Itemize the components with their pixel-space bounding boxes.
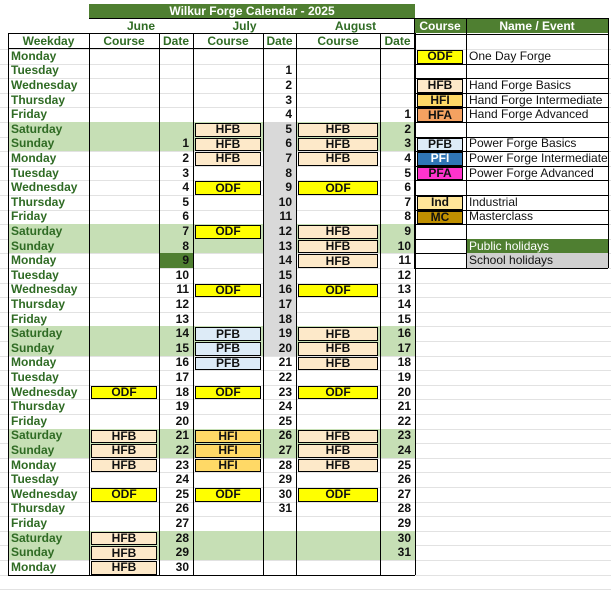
july-date-cell: 25: [278, 414, 292, 428]
weekday-label: Wednesday: [11, 180, 78, 195]
gridline: [0, 472, 611, 473]
calendar-title: Wilkur Forge Calendar - 2025: [89, 4, 415, 18]
july-date-cell: 9: [263, 180, 296, 195]
june-date-cell: 3: [182, 165, 189, 180]
header-weekday: Weekday: [22, 34, 75, 48]
legend-name: School holidays: [466, 253, 608, 268]
july-course-cell: ODF: [195, 386, 261, 400]
june-date-cell: 1: [182, 136, 189, 151]
weekday-label: Thursday: [11, 501, 66, 516]
table-border: [414, 34, 608, 35]
august-date-cell: 14: [397, 297, 411, 311]
table-border: [159, 33, 160, 575]
july-course-cell: HFI: [195, 430, 261, 444]
july-date-cell: [263, 560, 296, 575]
weekday-label: Sunday: [8, 341, 89, 356]
month-header-0: June: [126, 19, 155, 33]
july-course-cell: PFB: [195, 342, 261, 356]
june-date-cell: 15: [175, 341, 189, 355]
july-date-cell: 3: [285, 92, 292, 107]
header-course: Course: [207, 34, 249, 48]
table-border: [8, 33, 415, 34]
august-date-cell: [380, 64, 415, 79]
weekday-label: Saturday: [8, 326, 89, 341]
june-date-cell: 5: [182, 195, 189, 209]
july-date-cell: [263, 531, 296, 546]
july-course-cell: ODF: [195, 225, 261, 239]
august-course-cell: HFB: [298, 138, 378, 152]
july-date-cell: 4: [285, 107, 292, 122]
legend-code: PFB: [417, 138, 463, 152]
august-date-cell: 31: [397, 545, 411, 560]
july-date-cell: 1: [285, 63, 292, 78]
july-date-cell: 2: [285, 78, 292, 92]
august-date-cell: 18: [397, 355, 411, 370]
july-date-cell: 20: [263, 341, 296, 356]
weekday-label: Friday: [11, 209, 48, 224]
august-course-cell: ODF: [298, 488, 378, 502]
june-date-cell: 16: [175, 355, 189, 370]
june-course-cell: ODF: [91, 386, 157, 400]
july-course-cell: ODF: [195, 181, 261, 195]
weekday-label: Wednesday: [11, 282, 78, 297]
weekday-label: Monday: [11, 49, 57, 63]
july-date-cell: 5: [263, 122, 296, 137]
august-course-cell: HFB: [298, 152, 378, 166]
weekday-label: Tuesday: [11, 268, 59, 282]
legend-header-course: Course: [414, 19, 466, 33]
july-course-cell: HFI: [195, 459, 261, 473]
august-course-cell: HFB: [298, 327, 378, 341]
july-date-cell: 21: [278, 355, 292, 370]
july-date-cell: 22: [278, 370, 292, 384]
june-course-cell: HFB: [91, 444, 157, 458]
june-date-cell: 23: [175, 457, 189, 472]
june-date-cell: 6: [182, 209, 189, 224]
legend-name: Masterclass: [469, 209, 534, 224]
weekday-label: Thursday: [11, 297, 66, 311]
august-date-cell: 13: [397, 282, 411, 297]
weekday-label: Monday: [11, 355, 57, 370]
july-course-cell: PFB: [195, 357, 261, 371]
august-course-cell: HFB: [298, 444, 378, 458]
june-date-cell: 19: [175, 399, 189, 414]
july-course-cell: HFB: [195, 152, 261, 166]
gridline: [0, 399, 611, 400]
table-border: [380, 33, 381, 575]
weekday-label: Saturday: [8, 224, 89, 239]
table-border: [608, 18, 609, 268]
weekday-label: Friday: [11, 311, 48, 326]
august-date-cell: [380, 560, 415, 575]
legend-name: Power Forge Basics: [469, 136, 577, 151]
table-border: [414, 18, 608, 19]
august-course-cell: HFB: [298, 459, 378, 473]
june-date-cell: 26: [175, 501, 189, 516]
june-date-cell: 20: [175, 414, 189, 428]
august-date-cell: 21: [397, 399, 411, 414]
august-date-cell: 26: [397, 472, 411, 487]
weekday-label: Wednesday: [11, 78, 78, 92]
table-border: [8, 575, 415, 576]
weekday-label: Saturday: [8, 122, 89, 137]
weekday-label: Sunday: [8, 545, 89, 560]
header-course: Course: [103, 34, 145, 48]
july-course-cell: ODF: [195, 488, 261, 502]
legend-name: [466, 180, 608, 195]
table-border: [415, 33, 416, 575]
june-course-cell: HFB: [91, 546, 157, 560]
june-date-cell: [159, 78, 193, 93]
june-date-cell: 30: [175, 560, 189, 574]
legend-name: Power Forge Advanced: [469, 165, 594, 180]
july-course-cell: HFB: [195, 138, 261, 152]
august-course-cell: ODF: [298, 386, 378, 400]
august-date-cell: 19: [397, 370, 411, 384]
june-date-cell: [159, 107, 193, 122]
august-date-cell: 20: [397, 384, 411, 399]
legend-code: HFA: [417, 108, 463, 122]
june-date-cell: 4: [182, 180, 189, 195]
august-date-cell: 7: [404, 195, 411, 209]
legend-code: Ind: [417, 196, 463, 210]
august-date-cell: 5: [404, 165, 411, 180]
gridline: [0, 370, 611, 371]
legend-name: Public holidays: [466, 239, 608, 254]
august-date-cell: 16: [397, 326, 411, 341]
june-date-cell: [159, 93, 193, 108]
august-date-cell: 8: [404, 209, 411, 224]
legend-name: [466, 224, 608, 239]
legend-name: Power Forge Intermediate: [469, 151, 608, 165]
july-date-cell: 28: [278, 457, 292, 472]
june-date-cell: 13: [175, 311, 189, 326]
weekday-label: Monday: [11, 457, 57, 472]
table-border: [8, 48, 415, 49]
weekday-label: Tuesday: [11, 472, 59, 487]
weekday-label: Friday: [11, 414, 48, 428]
gridline: [0, 297, 611, 298]
july-date-cell: 19: [263, 326, 296, 341]
table-border: [193, 33, 194, 575]
july-date-cell: 31: [278, 501, 292, 516]
weekday-label: Sunday: [8, 137, 89, 152]
august-date-cell: 28: [397, 501, 411, 516]
june-date-cell: 27: [175, 516, 189, 530]
legend-code: HFI: [417, 94, 463, 108]
july-date-cell: 23: [278, 384, 292, 399]
august-date-cell: 30: [397, 530, 411, 545]
july-date-cell: 24: [278, 399, 292, 414]
june-course-cell: ODF: [91, 488, 157, 502]
table-border: [296, 33, 297, 575]
july-date-cell: [263, 49, 296, 64]
august-course-cell: HFB: [298, 357, 378, 371]
june-date-cell: 21: [175, 428, 189, 443]
legend-code: HFB: [417, 79, 463, 93]
august-course-cell: ODF: [298, 181, 378, 195]
legend-name: [466, 64, 608, 79]
weekday-label: Sunday: [8, 239, 89, 254]
august-date-cell: 22: [397, 414, 411, 428]
header-date: Date: [162, 34, 189, 48]
july-date-cell: 17: [263, 297, 296, 312]
weekday-label: Saturday: [8, 531, 89, 546]
legend-name: Hand Forge Advanced: [469, 107, 589, 122]
legend-name: Industrial: [469, 195, 518, 209]
month-header-2: August: [334, 19, 377, 33]
header-date: Date: [384, 34, 411, 48]
july-course-cell: ODF: [195, 284, 261, 298]
july-date-cell: 15: [263, 268, 296, 283]
august-course-cell: ODF: [298, 284, 378, 298]
july-course-cell: HFB: [195, 123, 261, 137]
month-header-1: July: [232, 19, 257, 33]
june-date-cell: 29: [175, 545, 189, 560]
table-border: [263, 33, 264, 575]
july-date-cell: 16: [263, 283, 296, 298]
july-date-cell: [263, 545, 296, 560]
august-date-cell: 23: [397, 428, 411, 443]
june-date-cell: 11: [176, 282, 189, 297]
june-date-cell: 25: [175, 487, 189, 501]
july-date-cell: 11: [263, 210, 296, 225]
table-border: [8, 33, 9, 575]
weekday-label: Friday: [11, 107, 48, 122]
august-date-cell: 1: [404, 107, 411, 122]
legend-name: Hand Forge Basics: [469, 78, 572, 92]
weekday-label: Monday: [11, 253, 57, 268]
june-date-cell: 22: [175, 443, 189, 457]
legend-code: ODF: [417, 50, 463, 64]
august-date-cell: [380, 93, 415, 108]
table-border: [414, 268, 608, 269]
header-date: Date: [266, 34, 293, 48]
june-date-cell: 28: [175, 530, 189, 545]
weekday-label: Thursday: [11, 92, 66, 107]
august-course-cell: HFB: [298, 430, 378, 444]
weekday-label: Thursday: [11, 399, 66, 414]
june-date-cell: [159, 122, 193, 137]
table-border: [89, 33, 90, 575]
table-border: [89, 18, 415, 19]
gridline: [0, 414, 611, 415]
july-date-cell: 18: [263, 312, 296, 327]
legend-name: [466, 122, 608, 137]
weekday-label: Monday: [11, 151, 57, 165]
august-course-cell: HFB: [298, 123, 378, 137]
header-course: Course: [317, 34, 359, 48]
august-date-cell: 29: [397, 516, 411, 530]
weekday-label: Monday: [11, 560, 57, 574]
july-date-cell: 30: [278, 487, 292, 501]
august-date-cell: 6: [404, 180, 411, 195]
weekday-label: Tuesday: [11, 165, 59, 180]
legend-name: One Day Forge: [469, 49, 552, 63]
legend-code: PFA: [417, 167, 463, 181]
july-course-cell: PFB: [195, 327, 261, 341]
weekday-label: Saturday: [8, 429, 89, 444]
august-date-cell: 9: [404, 224, 411, 238]
weekday-label: Tuesday: [11, 370, 59, 384]
legend-name: Hand Forge Intermediate: [469, 92, 603, 107]
august-course-cell: HFB: [298, 342, 378, 356]
august-date-cell: 15: [397, 311, 411, 326]
july-date-cell: 10: [263, 195, 296, 210]
august-course-cell: HFB: [298, 225, 378, 239]
june-date-cell: 12: [175, 297, 189, 311]
july-date-cell: 8: [263, 166, 296, 181]
july-date-cell: 29: [278, 472, 292, 487]
august-date-cell: 12: [397, 268, 411, 282]
august-date-cell: 11: [398, 253, 411, 268]
august-date-cell: 25: [397, 457, 411, 472]
legend-code: MC: [417, 211, 463, 225]
june-date-cell: 9: [159, 253, 193, 268]
july-course-cell: HFI: [195, 444, 261, 458]
july-date-cell: 13: [263, 239, 296, 254]
july-date-cell: [263, 516, 296, 531]
june-course-cell: HFB: [91, 430, 157, 444]
gridline: [0, 312, 611, 313]
august-date-cell: 24: [397, 443, 411, 457]
august-date-cell: 2: [404, 122, 411, 136]
weekday-label: Wednesday: [11, 384, 78, 399]
june-date-cell: 14: [175, 326, 189, 341]
june-date-cell: 8: [182, 238, 189, 253]
june-date-cell: 18: [175, 384, 189, 399]
legend-code: PFI: [417, 152, 463, 166]
table-border: [466, 18, 467, 268]
july-date-cell: 12: [263, 224, 296, 239]
august-date-cell: 10: [397, 238, 411, 253]
august-date-cell: 17: [397, 341, 411, 355]
august-date-cell: 27: [397, 487, 411, 501]
august-date-cell: [380, 78, 415, 93]
june-course-cell: HFB: [91, 532, 157, 546]
weekday-label: Friday: [11, 516, 48, 530]
june-date-cell: [159, 64, 193, 79]
june-date-cell: 17: [175, 370, 189, 384]
weekday-label: Wednesday: [11, 487, 78, 501]
august-date-cell: 3: [404, 136, 411, 151]
june-course-cell: HFB: [91, 459, 157, 473]
legend-header-name: Name / Event: [466, 19, 608, 33]
june-date-cell: 24: [175, 472, 189, 487]
august-date-cell: [380, 49, 415, 64]
july-date-cell: 26: [278, 428, 292, 443]
weekday-label: Sunday: [8, 443, 89, 458]
table-border: [414, 18, 415, 268]
june-date-cell: 2: [182, 151, 189, 165]
june-date-cell: [159, 49, 193, 64]
august-course-cell: HFB: [298, 240, 378, 254]
july-date-cell: 14: [263, 253, 296, 268]
july-date-cell: 6: [263, 137, 296, 152]
august-course-cell: HFB: [298, 254, 378, 268]
june-date-cell: 7: [182, 224, 189, 238]
july-date-cell: 27: [278, 443, 292, 457]
july-date-cell: 7: [263, 151, 296, 166]
august-date-cell: 4: [404, 151, 411, 165]
june-course-cell: HFB: [91, 561, 157, 575]
weekday-label: Tuesday: [11, 63, 59, 78]
weekday-label: Thursday: [11, 195, 66, 209]
june-date-cell: 10: [175, 268, 189, 282]
gridline: [0, 516, 611, 517]
gridline: [0, 502, 611, 503]
